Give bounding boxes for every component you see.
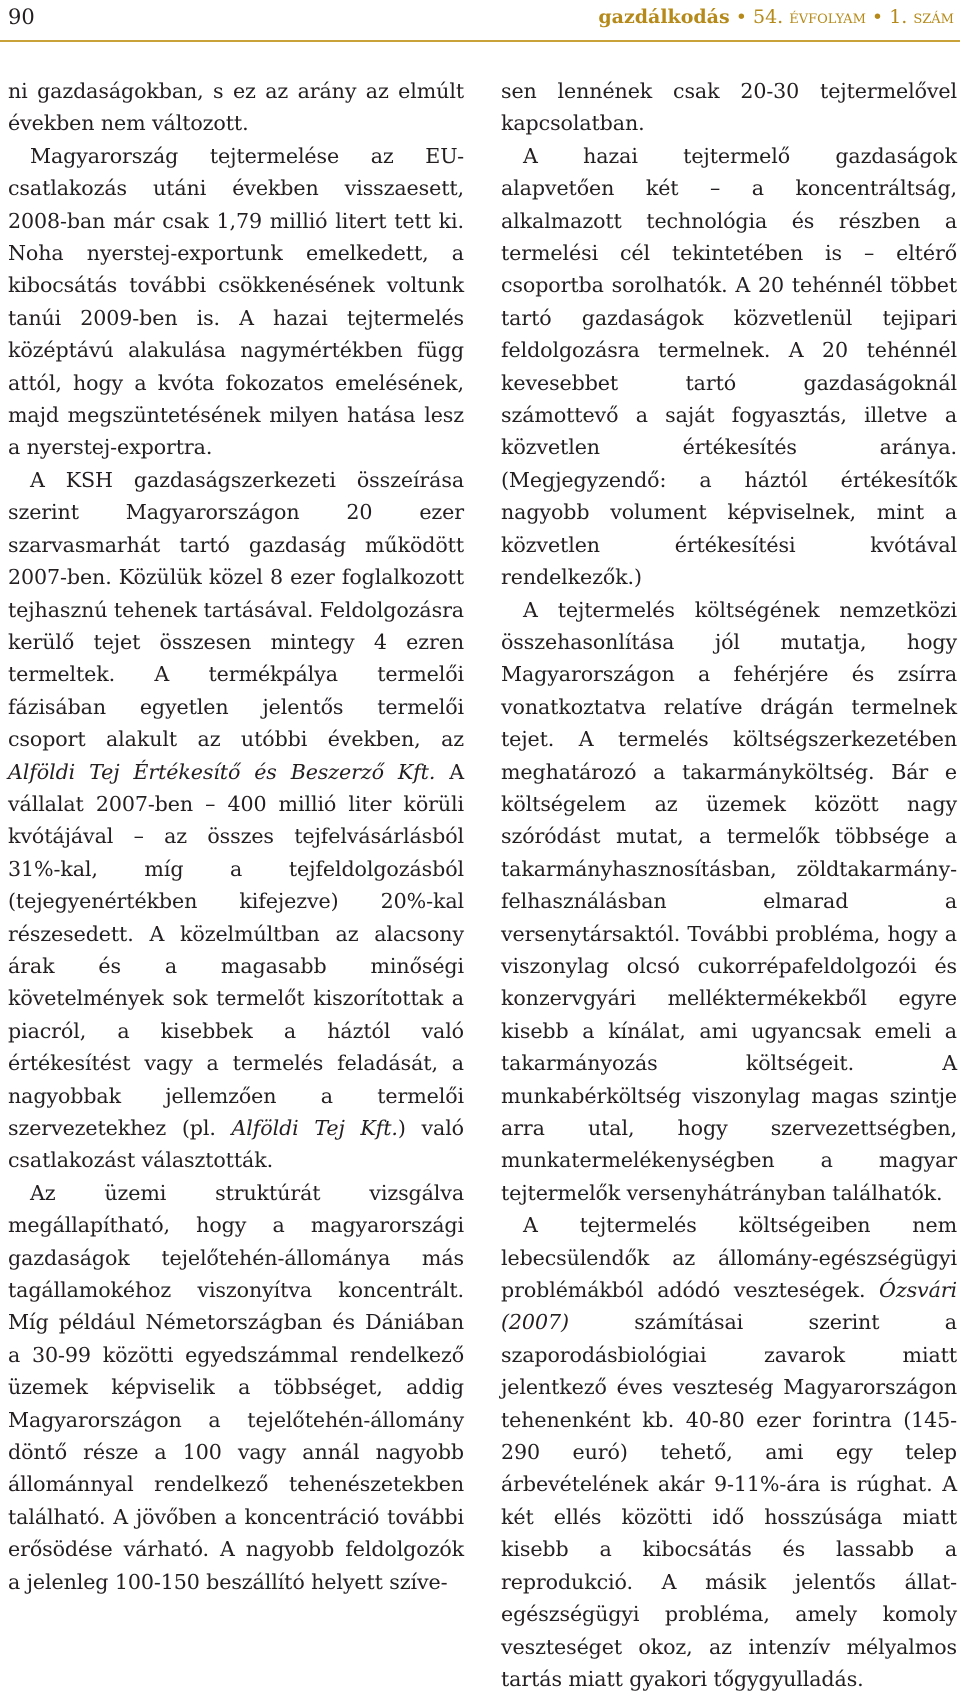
header-rule	[0, 40, 960, 42]
paragraph: A hazai tejtermelő gazdaságok alapvetően két – a koncentráltság, alkalmazott technológia és részben a termelési cél tekintetében is – eltérő csoportba sorolhatók. A 20 tehénnél többet tartó gazdaságok közvetlenül tejipari feldolgozásra termelnek. A 20 tehénnél kevesebbet tartó gazdaságoknál számottevő a saját fogyasztás, illetve a közvetlen értékesítés aránya. (Megjegyzendő: a háztól értékesítők nagyobb volument képviselnek, mint a közvetlen értékesítési kvótával rendelkezők.)	[501, 143, 957, 590]
text-run: A tejtermelés költségeiben nem lebecsülendők az állomány-egészségügyi problémákból adódó veszteségek.	[501, 1213, 957, 1303]
company-name-italic: Alföldi Tej Kft.	[231, 1116, 398, 1140]
running-header	[8, 0, 954, 34]
separator-dot: •	[865, 6, 890, 28]
paragraph: Magyarország tejtermelése az EU-csatlakozás utáni években visszaesett, 2008-ban már csak 1,79 millió litert tett ki. Noha nyerstej-exportunk emelkedett, a kibocsátás további csökkenésének voltunk tanúi 2009-ben is. A hazai tejtermelés középtávú alakulása nagymértékben függ attól, hogy a kvóta fokozatos emelésének, majd megszüntetésének milyen hatása lesz a nyerstej-exportra.	[8, 143, 464, 460]
separator-dot: •	[729, 6, 753, 28]
page-number: 90	[8, 5, 35, 29]
paragraph: sen lennének csak 20-30 tejtermelővel kapcsolatban.	[501, 79, 957, 136]
text-run: A KSH gazdaságszerkezeti összeírása szerint Magyarországon 20 ezer szarvasmarhát tartó gazdaság működött 2007-ben. Közülük közel 8 ezer foglalkozott tejhasznú tehenek tartásával. Feldolgozásra kerülő tejet összesen mintegy 4 ezren termeltek. A termékpálya termelői fázisában egyetlen jelentős termelői csoport alakult az utóbbi években, az	[8, 467, 464, 752]
paragraph: ni gazdaságokban, s ez az arány az elmúlt években nem változott.	[8, 79, 464, 136]
journal-title: gazdálkodás	[598, 6, 730, 28]
journal-info	[598, 6, 954, 28]
text-run: A vállalat 2007-ben – 400 millió liter körüli kvótájával – az összes tejfelvásárlásból 31%-kal, míg a tejfeldolgozásból (tejegyenértékben kifejezve) 20%-kal részesedett. A közelmúltban az alacsony árak és a magasabb minőségi követelmények sok termelőt kiszorítottak a piacról, a kisebbek a háztól való értékesítést vagy a termelés feladását, a nagyobbak jellemzően a termelői szervezetekhez (pl.	[8, 759, 464, 1140]
left-column	[8, 75, 464, 1598]
right-column	[501, 75, 957, 1695]
paragraph	[8, 464, 464, 1177]
volume-label: 54. évfolyam	[753, 6, 866, 28]
text-run: ) való csatlakozást választották.	[8, 1116, 464, 1173]
text-run: számításai szerint a szaporodásbiológiai zavarok miatt jelentkező éves veszteség Magyarországon tehenenként kb. 40-80 ezer forintra (145-290 euró) tehető, ami egy telep árbevételének akár 9-11%-ára is rúghat. A két ellés közötti idő hosszúsága miatt kisebb a kibocsátás és lassabb a reprodukció. A másik jelentős állat-egészségügyi probléma, amely komoly veszteséget okoz, az intenzív mélyalmos tartás miatt gyakori tőgygyulladás.	[501, 1310, 957, 1691]
citation-italic: Ózsvári (2007)	[501, 1278, 957, 1335]
paragraph	[501, 1209, 957, 1695]
paragraph: A tejtermelés költségének nemzetközi összehasonlítása jól mutatja, hogy Magyarországon a fehérjére és zsírra vonatkoztatva relatíve drágán termelnek tejet. A termelés költségszerkezetében meghatározó a takarmányköltség. Bár e költségelem az üzemek között nagy szóródást mutat, a termelők többsége a takarmányhasznosításban, zöldtakarmány-felhasználásban elmarad a versenytársaktól. További probléma, hogy a viszonylag olcsó cukorrépafeldolgozói és konzervgyári melléktermékekből egyre kisebb a kínálat, ami ugyancsak emeli a takarmányozás költségeit. A munkabérköltség viszonylag magas szintje arra utal, hogy szervezettségben, munkatermelékenységben a magyar tejtermelők versenyhátrányban találhatók.	[501, 597, 957, 1205]
paragraph: Az üzemi struktúrát vizsgálva megállapítható, hogy a magyarországi gazdaságok tejelőtehén-állománya más tagállamokéhoz viszonyítva koncentrált. Míg például Németországban és Dániában a 30-99 közötti egyedszámmal rendelkező üzemek képviselik a többséget, addig Magyarországon a tejelőtehén-állomány döntő része a 100 vagy annál nagyobb állománnyal rendelkező tehenészetekben található. A jövőben a koncentráció további erősödése várható. A nagyobb feldolgozók a jelenleg 100-150 beszállító helyett szíve-	[8, 1180, 464, 1594]
issue-label: 1. szám	[889, 6, 954, 28]
company-name-italic: Alföldi Tej Értékesítő és Beszerző Kft.	[8, 759, 436, 784]
